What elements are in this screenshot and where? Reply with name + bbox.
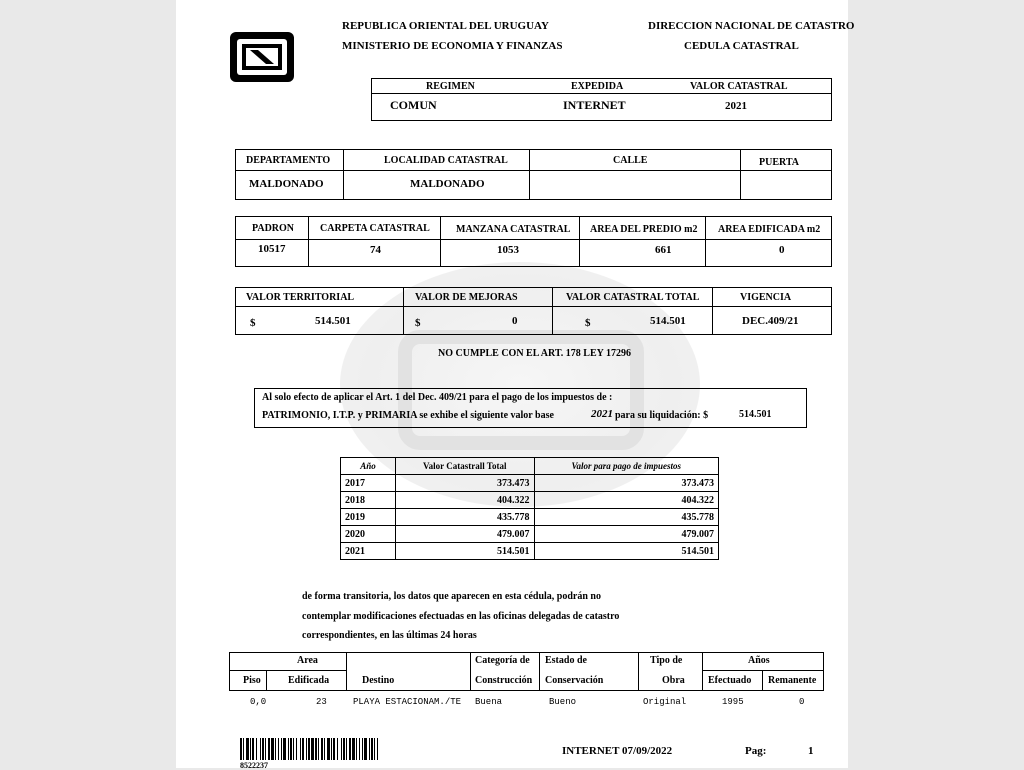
header-direccion: DIRECCION NACIONAL DE CATASTRO xyxy=(648,20,855,32)
departamento-value: MALDONADO xyxy=(249,178,324,190)
padron-header: PADRON xyxy=(252,223,295,234)
total-header: VALOR CATASTRAL TOTAL xyxy=(566,292,700,303)
vigencia-value: DEC.409/21 xyxy=(742,315,799,327)
territorial-header: VALOR TERRITORIAL xyxy=(246,292,355,303)
catastro-logo-icon xyxy=(228,30,296,84)
mejoras-header: VALOR DE MEJORAS xyxy=(415,292,518,303)
mejoras-value: 0 xyxy=(512,315,518,327)
manzana-value: 1053 xyxy=(497,244,519,256)
header-republica: REPUBLICA ORIENTAL DEL URUGUAY xyxy=(342,20,549,32)
row-categoria: Buena xyxy=(475,697,503,707)
year-values-table xyxy=(340,457,719,560)
row-area: 23 xyxy=(316,697,327,707)
padron-value: 10517 xyxy=(258,243,286,255)
area-predio-header: AREA DEL PREDIO m2 xyxy=(590,224,698,235)
row-destino: PLAYA ESTACIONAM./TE xyxy=(353,697,462,707)
area-edificada-header: AREA EDIFICADA m2 xyxy=(718,224,821,235)
pago-cell: 435.778 xyxy=(534,509,718,526)
currency-territorial: $ xyxy=(250,317,256,329)
transitory-line2: contemplar modificaciones efectuadas en las oficinas delegadas de catastro xyxy=(302,611,620,622)
regimen-header: REGIMEN xyxy=(426,81,475,92)
total-cell: 435.778 xyxy=(395,509,534,526)
area-predio-value: 661 xyxy=(655,244,672,256)
localidad-header: LOCALIDAD CATASTRAL xyxy=(384,155,508,166)
year-table-row xyxy=(341,526,719,543)
barcode-number: 8522237 xyxy=(240,761,268,770)
year-table-row xyxy=(341,509,719,526)
year-col-header: Año xyxy=(341,458,396,475)
edificada-header: Edificada xyxy=(288,675,330,686)
localidad-value: MALDONADO xyxy=(410,178,485,190)
tipo-top-header: Tipo de xyxy=(650,655,683,666)
row-estado: Bueno xyxy=(549,697,577,707)
pago-col-header: Valor para pago de impuestos xyxy=(534,458,718,475)
notice-text: NO CUMPLE CON EL ART. 178 LEY 17296 xyxy=(438,348,631,359)
departamento-header: DEPARTAMENTO xyxy=(246,155,331,166)
calle-header: CALLE xyxy=(613,155,648,166)
base-line2b: para su liquidación: $ xyxy=(615,410,709,421)
year-cell: 2017 xyxy=(341,475,396,492)
pago-cell: 404.322 xyxy=(534,492,718,509)
remanente-header: Remanente xyxy=(768,675,817,686)
barcode-icon xyxy=(240,738,382,760)
pago-cell: 514.501 xyxy=(534,543,718,560)
total-cell: 479.007 xyxy=(395,526,534,543)
year-cell: 2021 xyxy=(341,543,396,560)
row-tipo: Original xyxy=(643,697,687,707)
currency-total: $ xyxy=(585,317,591,329)
regimen-value: COMUN xyxy=(390,98,437,112)
total-cell: 514.501 xyxy=(395,543,534,560)
year-cell: 2019 xyxy=(341,509,396,526)
transitory-line3: correspondientes, en las últimas 24 horas xyxy=(302,630,477,641)
header-cedula: CEDULA CATASTRAL xyxy=(684,40,799,52)
year-cell: 2020 xyxy=(341,526,396,543)
total-col-header: Valor Catastrall Total xyxy=(395,458,534,475)
efectuado-header: Efectuado xyxy=(708,675,752,686)
manzana-header: MANZANA CATASTRAL xyxy=(456,224,571,235)
row-remanente: 0 xyxy=(799,697,805,707)
valor-catastral-header: VALOR CATASTRAL xyxy=(690,81,788,92)
categoria-top-header: Categoría de xyxy=(475,655,530,666)
carpeta-value: 74 xyxy=(370,244,381,256)
base-year: 2021 xyxy=(591,408,613,420)
page-label: Pag: xyxy=(745,745,767,757)
total-cell: 404.322 xyxy=(395,492,534,509)
currency-mejoras: $ xyxy=(415,317,421,329)
construccion-header: Construcción xyxy=(475,675,533,686)
vigencia-header: VIGENCIA xyxy=(740,292,792,303)
piso-header: Piso xyxy=(243,675,261,686)
internet-date: INTERNET 07/09/2022 xyxy=(562,745,673,757)
pago-cell: 373.473 xyxy=(534,475,718,492)
year-table-row xyxy=(341,475,719,492)
year-table-row xyxy=(341,543,719,560)
total-value: 514.501 xyxy=(650,315,686,327)
page-number: 1 xyxy=(808,745,814,757)
year-cell: 2018 xyxy=(341,492,396,509)
valor-catastral-value: 2021 xyxy=(725,100,747,112)
puerta-header: PUERTA xyxy=(759,157,800,168)
expedida-header: EXPEDIDA xyxy=(571,81,624,92)
territorial-value: 514.501 xyxy=(315,315,351,327)
transitory-line1: de forma transitoria, los datos que aparecen en esta cédula, podrán no xyxy=(302,591,601,602)
expedida-value: INTERNET xyxy=(563,98,626,112)
conservacion-header: Conservación xyxy=(545,675,604,686)
base-line1: Al solo efecto de aplicar el Art. 1 del Dec. 409/21 para el pago de los impuestos de : xyxy=(262,392,613,403)
estado-top-header: Estado de xyxy=(545,655,587,666)
year-table-row xyxy=(341,492,719,509)
total-cell: 373.473 xyxy=(395,475,534,492)
area-edificada-value: 0 xyxy=(779,244,785,256)
base-line2a: PATRIMONIO, I.T.P. y PRIMARIA se exhibe el siguiente valor base xyxy=(262,410,554,421)
base-amount: 514.501 xyxy=(739,409,772,420)
obra-header: Obra xyxy=(662,675,685,686)
header-ministerio: MINISTERIO DE ECONOMIA Y FINANZAS xyxy=(342,40,563,52)
area-top-header: Area xyxy=(297,655,318,666)
destino-header: Destino xyxy=(362,675,395,686)
row-efectuado: 1995 xyxy=(722,697,744,707)
row-piso: 0,0 xyxy=(250,697,267,707)
carpeta-header: CARPETA CATASTRAL xyxy=(320,223,430,234)
anos-top-header: Años xyxy=(748,655,770,666)
pago-cell: 479.007 xyxy=(534,526,718,543)
